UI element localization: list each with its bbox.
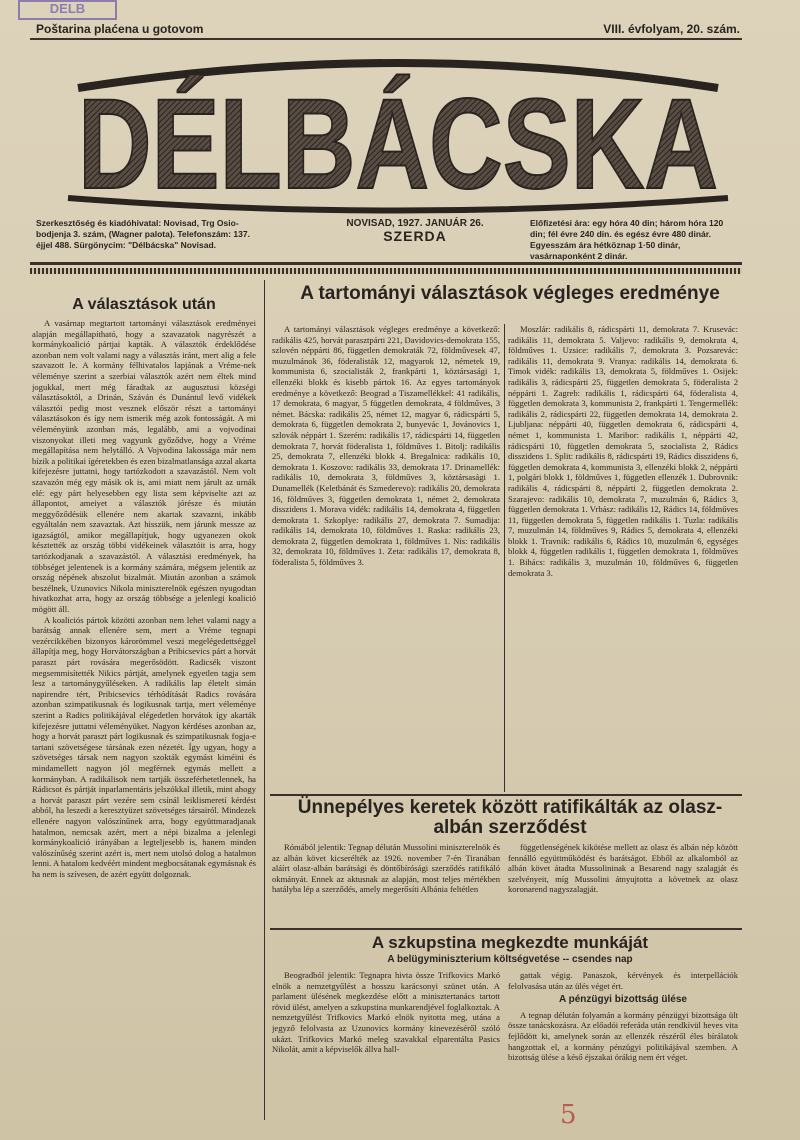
- skupstina-text: gattak végig. Panaszok, kérvények és interpellációk felolvasása után az ülés véget ért.: [508, 970, 738, 991]
- left-article-title: A választások után: [72, 296, 216, 313]
- main-article-column-2: [508, 324, 738, 794]
- ratification-column-2: [508, 842, 738, 942]
- skupstina-subheading: A pénzügyi bizottság ülése: [559, 994, 687, 1006]
- skupstina-subtitle: A belügyminiszterium költségvetése -- csendes nap: [387, 954, 633, 965]
- masthead-logo: [58, 48, 738, 218]
- main-article-text: A tartományi választások végleges eredménye a következő: radikális 425, horvát parasztpárti 221, Davidovics-demokrata 155, szlovén néppárti 86, független demokraták 72, földművesek 47, muzulmánok 36, föderalisták 12, magyarok 12, németek 19, kommunista 6, szocialisták 2, frankpárti 1, köztársasági 1, ellenzéki blokk és kisebb pártok 16. Az egyes tartományok eredménye a következő: Beograd a Tiszamellékkel: 41 radikális, 17 demokrata, 6 magyar, 5 független demokrata, 4 földműves, 3 német. Bácska: radikális 25, német 12, magyar 6, rádicspárti 5, demokrata 6, független demokrata 2, bunyevác 1, Jovánovics 1, szlovák néppárt 1. Szerém: radikális 17, rádicspárti 14, független demokrata 7, horvát föderalista 1, földműves 1. Bitolj: radikális 25, demokrata 7, ellenzéki blokk 4. Bregalnica: radikális 10, demokrata 1. Koszovo: radikális 33, demokrata 17. Drinamellék: radikális 10, demokrata 3, földműves 3, köztársasági 1. Dunamellék (Keletbánát és Szmederevo): radikális 20, demokrata 16, földműves 3, független demokrata 1, német 2, demokrata disszidens 1. Morava vidék: radikális 14, demokrata 4, független demokrata 1. Szkoplye: radikális 27, demokrata 7. Sumadija: radikális 14, demokrata 10, földműves 1. Raska: radikális 23, demokrata 2, független demokrata 1, földműves 1. Nis: radikális 32, demokrata 10, földműves 1. Zeta: radikális 17, demokrata 8, föderalista 5, földműves 3.: [272, 324, 500, 568]
- left-article: [32, 296, 256, 1116]
- ratification-column-1: [272, 842, 500, 942]
- skupstina-text: A tegnap délután folyamán a kormány pénzügyi bizottsága ült össze tanácskozásra. Az előadói referáda után rendkívül heves vita fejlődött ki, amelynek során az ellenzék részéről éles bírálatok hangzottak el, a kormány pénzügyi politikájával szemben. A bizottság ülése a késő éjszakai órákig nem ért véget.: [508, 1009, 738, 1063]
- dateline: [325, 218, 505, 242]
- main-article-text: Moszlár: radikális 8, rádicspárti 11, demokrata 7. Krusevác: radikális 11, demokrata 5. Valjevo: radikális 9, demokrata 4, földműves 1. Uzsice: radikális 7, demokrata 3. Pozsarevác: radikális 11, demokrata 9. Vranya: radikális 14, demokrata 6. Timok vidék: radikális 13, demokrata 5, földműves 1. Osijek: radikális 3, rádicspárti 25, független demokrata 5, föderalista 2 néppárti 1. Zagreb: radikális 1, rádicspárti 64, föderalista 4, független demokrata 3, kommunista 2, frankpárti 1. Tengermellék: radikális 2, rádicspárti 22, független demokrata 14, demokrata 2. Ljubljana: néppárti 40, független demokrata 6, rádicspárti 4, német 1, kommunista 1. Maribor: radikális 1, néppárti 42, rádicspárti 10, független demokrata 5, szocialista 2, Rádics disszidens 1. Split: radikális 8, rádicspárti 19, Rádics disszidens 6, független demokrata 4, kommunista 3, ellenzéki blokk 2, néppárti 1, polgári blokk 1, földműves 1, független ellenzék 1. Dubrovnik: radikális 4, rádicspárti 8, néppárti 2, független demokrata 2. Szarajevo: radikális 10, demokrata 7, muzulmán 6, Rádics 3, független demokrata 1. Vrbász: radikális 12, Rádics 14, földműves 11, független demokrata 5, független radikális 1. Tuzla: radikális 7, muzulmán 14, földműves 9, Rádics 5, demokrata 4, ellenzéki blokk 1. Travnik: radikális 6, Rádics 10, muzulmán 6, egységes blokk 4, független radikális 1, független demokrata 1, földműves 1. Bihács: radikális 3, muzulmán 10, földműves 6, független demokrata 3.: [508, 324, 738, 578]
- library-stamp: DELB: [18, 0, 117, 20]
- handwritten-mark: 5: [560, 1100, 577, 1130]
- main-article-title: A tartományi választások végleges eredménye: [300, 283, 720, 304]
- skupstina-text: Beogradból jelentik: Tegnapra hivta össze Trifkovics Markó elnök a nemzetgyűlést a hosszu karácsonyi szünet után. A parlament ülésének megkezdése előtt a minisztertanács tartott rövid ülést, amelyen a szkupstina munkarendjével foglalkoztak. A nemzetgyűlést Trifkovics Markó elnök nyitotta meg, utána a jegyző felolvasta az Uzunovics kormány kinevezéséről szóló ukázt. Trifkovics Markó meleg szavakkal elparentálta Pasics Nikolát, amit a képviselők állva hall-: [272, 970, 500, 1055]
- top-rule: [30, 38, 742, 40]
- header-rule: [30, 262, 742, 265]
- editorial-info: Szerkesztőség és kiadóhivatal: Novisad, Trg Osio-bodjenja 3. szám, (Wagner palota). Telefonszám: 137. éjjel 488. Sürgönycim: "Délbácska" Novisad.: [36, 218, 250, 250]
- decorative-band: [30, 268, 742, 274]
- postage-note: Poštarina plaćena u gotovom: [36, 22, 204, 36]
- ratification-text: függetlenségének kikötése mellett az olasz és albán nép között fennálló együttműködést és barátságot. Ebből az alkalomból az albán követ átadta Mussolininak a Besarend nagy szalagját és szelvényeit, míg Mussolini átnyujtotta a követnek az olasz koronarend nagyszalagját.: [508, 842, 738, 895]
- issue-date: NOVISAD, 1927. JANUÁR 26.: [346, 218, 484, 229]
- ratification-title: Ünnepélyes keretek között ratifikálták az olasz-albán szerződést: [297, 797, 723, 838]
- subscription-info: Előfizetési ára: egy hóra 40 din; három hóra 120 din; fél évre 240 din. és egész évre 480 dinár. Egyesszám ára hétköznap 1·50 dinár, vasárnaponként 2 dinár.: [530, 218, 724, 261]
- weekday: SZERDA: [383, 228, 447, 244]
- main-article-column-1: [272, 324, 500, 794]
- ratification-text: Rómából jelentik: Tegnap délután Mussolini miniszterelnök és az albán követ kicserélték az 1926. november 7-én Tiranában aláírt olasz-albán barátsági és döntőbírósági szerződés ratifikáló okmányát. Ennek az aktusnak az alapján, most teljes mértékben hatályba lép a szerződés, amely megerősíti Albánia feltétlen: [272, 842, 500, 895]
- column-divider: [264, 280, 265, 1120]
- left-article-paragraph: A vasárnap megtartott tartományi választások eredményei alapján megállapítható, hogy a szavazatok nagyrészét a kormánykoalició pártjai kapták. A választók érdeklődése azonban nem volt valami nagy a választás iránt, mert alig a fele szavazott le. A kormány félhivatalos lapjának a Vréme-nek véleménye szerint a szerbiai választók azért nem éltek mind jogukkal, mert még fáradtak az augusztusi községi választásoktól, a Drinán, Száván és Dunántul levő vidékek választói pedig most vesznek először részt a tartományi választásokon és így nem ismerik még azok fontosságát. A mi véleményünk azonban más, legalább, ami a vojvodinai viszonyokat illeti meg vagyunk győződve, hogy a Vréme megállapítása nem helytálló. A Vojvodina lakossága már nem bízik a politikai ígéretekben és ezen bizalmatlansága azzal akarta kifejezésre juttatni, hogy tartózkodott a szavazástól. Nem volt szavazón még egy másik ok is, ami miatt nem járult az urnák elé: egy párt helyesebben egy lista sem képviselte azt az állapontot, ameiyet a választók jórésze és miután meggyőződésük ellenére nem akartak szavazni, inkább egyáltalán nem szavaztak. Azt hisszük, nem járunk messze az igazságtól, amikor megállapítjuk, hogy ugyanezen okok késztették az ország többi vidékeinek választóit is arra, hogy tartózkodjanak a szavazástól. A választási eredmények, ha többséget jelentenek is a kormány számára, mégsem jelentik az ország népének abszolut bizalmát. Miután azonban a számok beszélnek, Uzunovics Nikola miniszterelnök egészen nyugodtan hivatkozhat arra, hogy az ország többsége a jelenlegi koalició mögött áll.: [32, 318, 256, 615]
- skupstina-title: A szkupstina megkezdte munkáját: [371, 933, 649, 952]
- masthead-title: DÉLBÁCSKA: [78, 73, 718, 216]
- skupstina-column-1: [272, 970, 500, 1120]
- section-rule: [270, 794, 742, 796]
- column-divider: [504, 324, 505, 792]
- skupstina-column-2: [508, 970, 738, 1120]
- masthead: [58, 48, 738, 218]
- left-article-paragraph: A koaliciós pártok közötti azonban nem lehet valami nagy a barátság annak ellenére sem, mert a Vréme tegnapi vezércikkében bizonyos károrömmel veszi megelégedettséggel állapítja meg, hogy Horvátországban a Pribicsevics párt a horvát paraszt párt rovására megerősödött. Radicsék viszont megsemmisítették Nikics pártját, amelynek egyetlen tagja sem lesz a tartománygyűléseken. A radikális lap életelt simán napirendre tért, Pribicsevics térhódítását Radics rovására azonban szimpatikusnak és logikusnak tartja, mert véleménye szerint a Radics politikájával elégedetlen horvátok így akarták kifejezésre juttatni véleményüket. Nagyon kérdéses azonban az, hogy a horvát paraszt párt logikusnak és szimpatikusnak fogja-e tartani szövetségese társának ezen nézetét. Így ugyan, hogy a szövetséges társak nem nagyon szokták egymást kiméini és mindamellett nagyon jól megférnek egymás mellett a kormányban. A radikálisok nem tartják összeférhetetlennek, ha Rádicsot és pártját inparlamentáris jelszókkal illetik, mint ahogy a horvát paraszt párt vezére sem csínál leiklismeretí kérdést abból, ha leszedi a keresztyüzet szövetséges társairól. Mindezek ellenére nagyon valószínűnek arra, hogy együttmaradjanak hatalmon, nemcsak azért, mert a népi bizalma a jelenlegi kormánykoalició irányában a legteljesebb is, hanem minden valószínűség szerint azért is, mert nem utolsó dolog a hatalmon lenni. A hatalom kedvéért mindent megbocsátanak egymásnak és ha nem is szívesen, de azért együtt dolgoznak.: [32, 614, 256, 879]
- section-rule: [270, 928, 742, 930]
- issue-number: VIII. évfolyam, 20. szám.: [603, 22, 740, 36]
